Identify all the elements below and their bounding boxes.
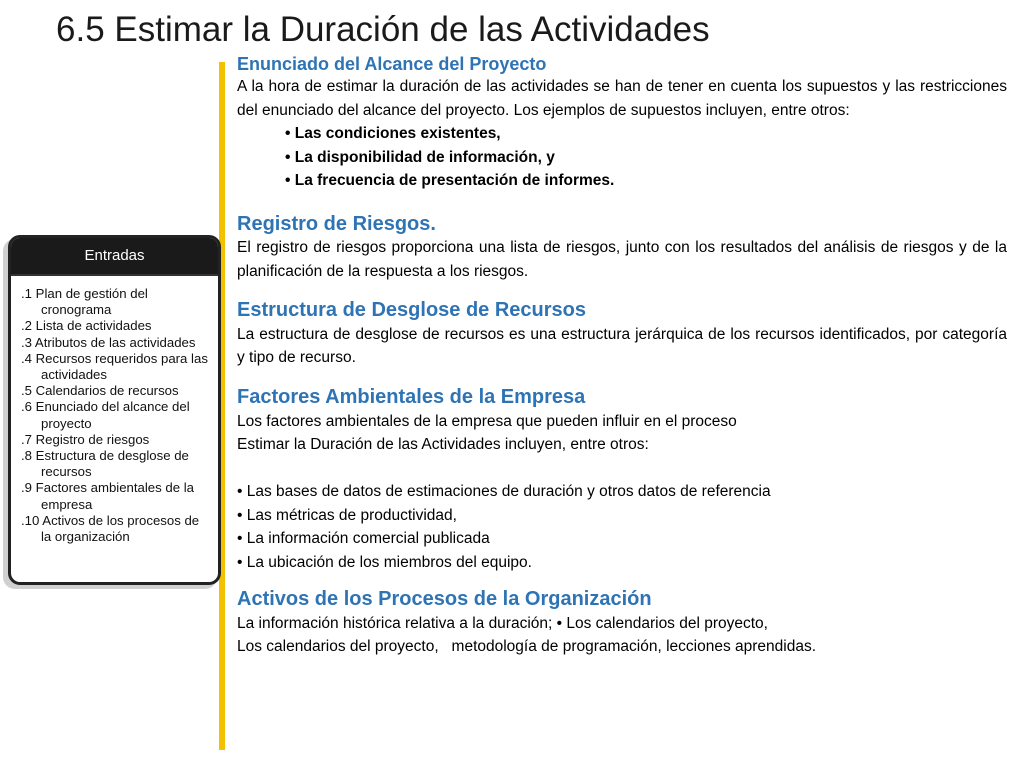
section-title-opa: Activos de los Procesos de la Organización — [237, 588, 652, 611]
eef-bullet: • La ubicación de los miembros del equipo. — [237, 553, 532, 571]
section-title-risks-text: Registro de Riesgos — [237, 212, 431, 235]
inputs-list — [11, 276, 218, 545]
section-text-scope: A la hora de estimar la duración de las actividades se han de tener en cuenta los supuestos y las restricciones del enunciado del alcance del proyecto. Los ejemplos de supuestos incluyen, entre otros: — [237, 78, 1007, 119]
section-title-risks — [237, 213, 1007, 237]
section-text-rbs: La estructura de desglose de recursos es una estructura jerárquica de los recursos identificados, por categoría y tipo de recurso. — [237, 325, 1007, 367]
eef-bullet: • La información comercial publicada — [237, 530, 490, 548]
input-item: .6 Enunciado del alcance del proyecto — [21, 399, 190, 431]
section-text-eef-line1: Los factores ambientales de la empresa que pueden influir en el proceso — [237, 412, 737, 430]
input-item: .8 Estructura de desglose de recursos — [21, 448, 189, 480]
input-item: .3 Atributos de las actividades — [21, 334, 196, 350]
section-text-opa-line1: La información histórica relativa a la duración; • Los calendarios del proyecto, — [237, 614, 768, 632]
input-item: .2 Lista de actividades — [21, 318, 152, 334]
inputs-panel — [3, 235, 223, 590]
eef-bullet: • Las bases de datos de estimaciones de duración y otros datos de referencia — [237, 483, 771, 501]
section-title-rbs: Estructura de Desglose de Recursos — [237, 299, 587, 322]
main-content — [237, 54, 1007, 659]
section-text-risks: El registro de riesgos proporciona una lista de riesgos, junto con los resultados del análisis de riesgos y de la planificación de la respuesta a los riesgos. — [237, 239, 1007, 280]
section-text-eef-line2: Estimar la Duración de las Actividades incluyen, entre otros: — [237, 436, 649, 454]
eef-bullet: • Las métricas de productividad, — [237, 506, 457, 524]
input-item: .9 Factores ambientales de la empresa — [21, 480, 194, 512]
input-item: .7 Registro de riesgos — [21, 431, 150, 447]
slide-title: 6.5 Estimar la Duración de las Actividades — [56, 10, 710, 49]
section-text-opa-line2: Los calendarios del proyecto, metodología de programación, lecciones aprendidas. — [237, 638, 817, 656]
section-title-scope: Enunciado del Alcance del Proyecto — [237, 54, 547, 74]
input-item: .4 Recursos requeridos para las actividades — [21, 350, 208, 383]
input-item: .1 Plan de gestión del cronograma — [21, 286, 148, 318]
input-item: .5 Calendarios de recursos — [21, 383, 179, 399]
section-title-eef: Factores Ambientales de la Empresa — [237, 385, 586, 408]
inputs-panel-body — [8, 235, 221, 585]
scope-bullet: • La disponibilidad de información, y — [285, 148, 555, 166]
section-title-risks-suffix: . — [430, 212, 436, 235]
scope-bullet: • La frecuencia de presentación de informes. — [285, 172, 615, 190]
input-item: .10 Activos de los procesos de la organización — [21, 512, 200, 545]
inputs-header: Entradas — [11, 238, 218, 276]
scope-bullet: • Las condiciones existentes, — [285, 125, 501, 143]
